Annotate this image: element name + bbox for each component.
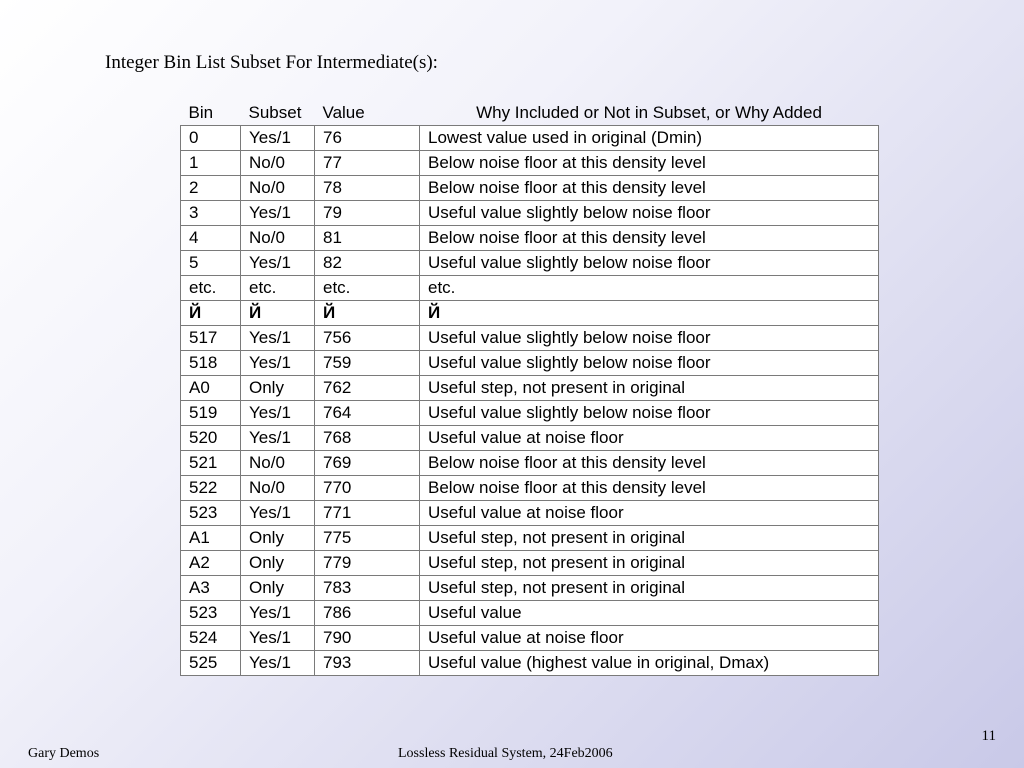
- cell-subset: Yes/1: [241, 251, 315, 276]
- cell-bin: etc.: [181, 276, 241, 301]
- cell-value: 76: [315, 126, 420, 151]
- cell-bin: A1: [181, 526, 241, 551]
- cell-why: Useful value at noise floor: [420, 626, 879, 651]
- cell-bin: 0: [181, 126, 241, 151]
- cell-bin: 5: [181, 251, 241, 276]
- table-header-row: [181, 100, 879, 126]
- cell-value: 775: [315, 526, 420, 551]
- cell-value: 77: [315, 151, 420, 176]
- cell-bin: A0: [181, 376, 241, 401]
- cell-value: 783: [315, 576, 420, 601]
- bin-list-table: [180, 100, 879, 676]
- cell-bin: 517: [181, 326, 241, 351]
- cell-bin: 523: [181, 601, 241, 626]
- cell-bin: 519: [181, 401, 241, 426]
- cell-why: Useful step, not present in original: [420, 526, 879, 551]
- cell-why: Useful value (highest value in original, Dmax): [420, 651, 879, 676]
- cell-value: 82: [315, 251, 420, 276]
- cell-subset: Yes/1: [241, 601, 315, 626]
- header-bin: Bin: [188, 102, 214, 122]
- cell-subset: Yes/1: [241, 651, 315, 676]
- page-number: 11: [981, 728, 996, 744]
- cell-why: Below noise floor at this density level: [420, 226, 879, 251]
- table-row: [181, 401, 879, 426]
- cell-subset: Yes/1: [241, 626, 315, 651]
- table-row: [181, 626, 879, 651]
- cell-subset: No/0: [241, 151, 315, 176]
- cell-why: Useful value slightly below noise floor: [420, 351, 879, 376]
- cell-bin: 521: [181, 451, 241, 476]
- cell-bin: 3: [181, 201, 241, 226]
- cell-subset: No/0: [241, 176, 315, 201]
- cell-value: 768: [315, 426, 420, 451]
- cell-value: 78: [315, 176, 420, 201]
- table-body: [181, 126, 879, 676]
- cell-subset: No/0: [241, 451, 315, 476]
- cell-why: Useful value at noise floor: [420, 426, 879, 451]
- cell-bin: 518: [181, 351, 241, 376]
- cell-value: 779: [315, 551, 420, 576]
- cell-why: Useful step, not present in original: [420, 551, 879, 576]
- cell-bin: 524: [181, 626, 241, 651]
- cell-subset: Only: [241, 576, 315, 601]
- table-row: [181, 301, 879, 326]
- header-subset: Subset: [248, 102, 302, 122]
- table-row: [181, 426, 879, 451]
- cell-subset: Yes/1: [241, 426, 315, 451]
- table-row: [181, 226, 879, 251]
- table-row: [181, 576, 879, 601]
- cell-why: Useful value: [420, 601, 879, 626]
- cell-why: Useful step, not present in original: [420, 576, 879, 601]
- footer-author: Gary Demos: [28, 746, 100, 761]
- cell-why: Useful value slightly below noise floor: [420, 201, 879, 226]
- table-row: [181, 351, 879, 376]
- table-row: [181, 476, 879, 501]
- cell-subset: Yes/1: [241, 326, 315, 351]
- table-row: [181, 126, 879, 151]
- cell-value: 771: [315, 501, 420, 526]
- header-value: Value: [322, 102, 365, 122]
- table-row: [181, 176, 879, 201]
- cell-value: 81: [315, 226, 420, 251]
- cell-value: 793: [315, 651, 420, 676]
- table-row: [181, 526, 879, 551]
- cell-value: 790: [315, 626, 420, 651]
- cell-bin: 520: [181, 426, 241, 451]
- cell-bin: 525: [181, 651, 241, 676]
- cell-bin: 4: [181, 226, 241, 251]
- cell-value: 764: [315, 401, 420, 426]
- cell-bin: 523: [181, 501, 241, 526]
- cell-subset: No/0: [241, 226, 315, 251]
- cell-why: Useful step, not present in original: [420, 376, 879, 401]
- table-row: [181, 151, 879, 176]
- cell-value: 762: [315, 376, 420, 401]
- cell-subset: No/0: [241, 476, 315, 501]
- cell-subset: Й: [241, 301, 315, 326]
- cell-subset: Only: [241, 376, 315, 401]
- cell-value: 759: [315, 351, 420, 376]
- table-row: [181, 551, 879, 576]
- cell-value: 769: [315, 451, 420, 476]
- cell-value: 79: [315, 201, 420, 226]
- cell-why: Useful value slightly below noise floor: [420, 401, 879, 426]
- cell-bin: Й: [181, 301, 241, 326]
- cell-why: Useful value slightly below noise floor: [420, 251, 879, 276]
- cell-bin: A3: [181, 576, 241, 601]
- cell-why: Below noise floor at this density level: [420, 151, 879, 176]
- cell-bin: 522: [181, 476, 241, 501]
- cell-subset: Yes/1: [241, 201, 315, 226]
- cell-subset: Yes/1: [241, 126, 315, 151]
- cell-value: Й: [315, 301, 420, 326]
- cell-value: etc.: [315, 276, 420, 301]
- footer-presentation-title: Lossless Residual System, 24Feb2006: [398, 746, 613, 761]
- cell-why: Below noise floor at this density level: [420, 476, 879, 501]
- cell-why: Й: [420, 301, 879, 326]
- cell-bin: 2: [181, 176, 241, 201]
- slide-title: Integer Bin List Subset For Intermediate(s):: [105, 52, 438, 73]
- table-row: [181, 251, 879, 276]
- table-row: [181, 276, 879, 301]
- cell-subset: etc.: [241, 276, 315, 301]
- table-row: [181, 601, 879, 626]
- cell-why: Below noise floor at this density level: [420, 451, 879, 476]
- cell-value: 786: [315, 601, 420, 626]
- cell-value: 770: [315, 476, 420, 501]
- cell-why: Lowest value used in original (Dmin): [420, 126, 879, 151]
- table-row: [181, 376, 879, 401]
- table-row: [181, 326, 879, 351]
- table-row: [181, 201, 879, 226]
- cell-why: Useful value at noise floor: [420, 501, 879, 526]
- cell-bin: A2: [181, 551, 241, 576]
- table-row: [181, 501, 879, 526]
- cell-subset: Yes/1: [241, 401, 315, 426]
- cell-subset: Yes/1: [241, 351, 315, 376]
- cell-subset: Only: [241, 551, 315, 576]
- header-why: Why Included or Not in Subset, or Why Added: [476, 102, 822, 122]
- bin-table-container: [180, 100, 878, 676]
- cell-why: Below noise floor at this density level: [420, 176, 879, 201]
- cell-why: etc.: [420, 276, 879, 301]
- table-row: [181, 451, 879, 476]
- cell-subset: Only: [241, 526, 315, 551]
- cell-why: Useful value slightly below noise floor: [420, 326, 879, 351]
- cell-value: 756: [315, 326, 420, 351]
- cell-bin: 1: [181, 151, 241, 176]
- cell-subset: Yes/1: [241, 501, 315, 526]
- table-row: [181, 651, 879, 676]
